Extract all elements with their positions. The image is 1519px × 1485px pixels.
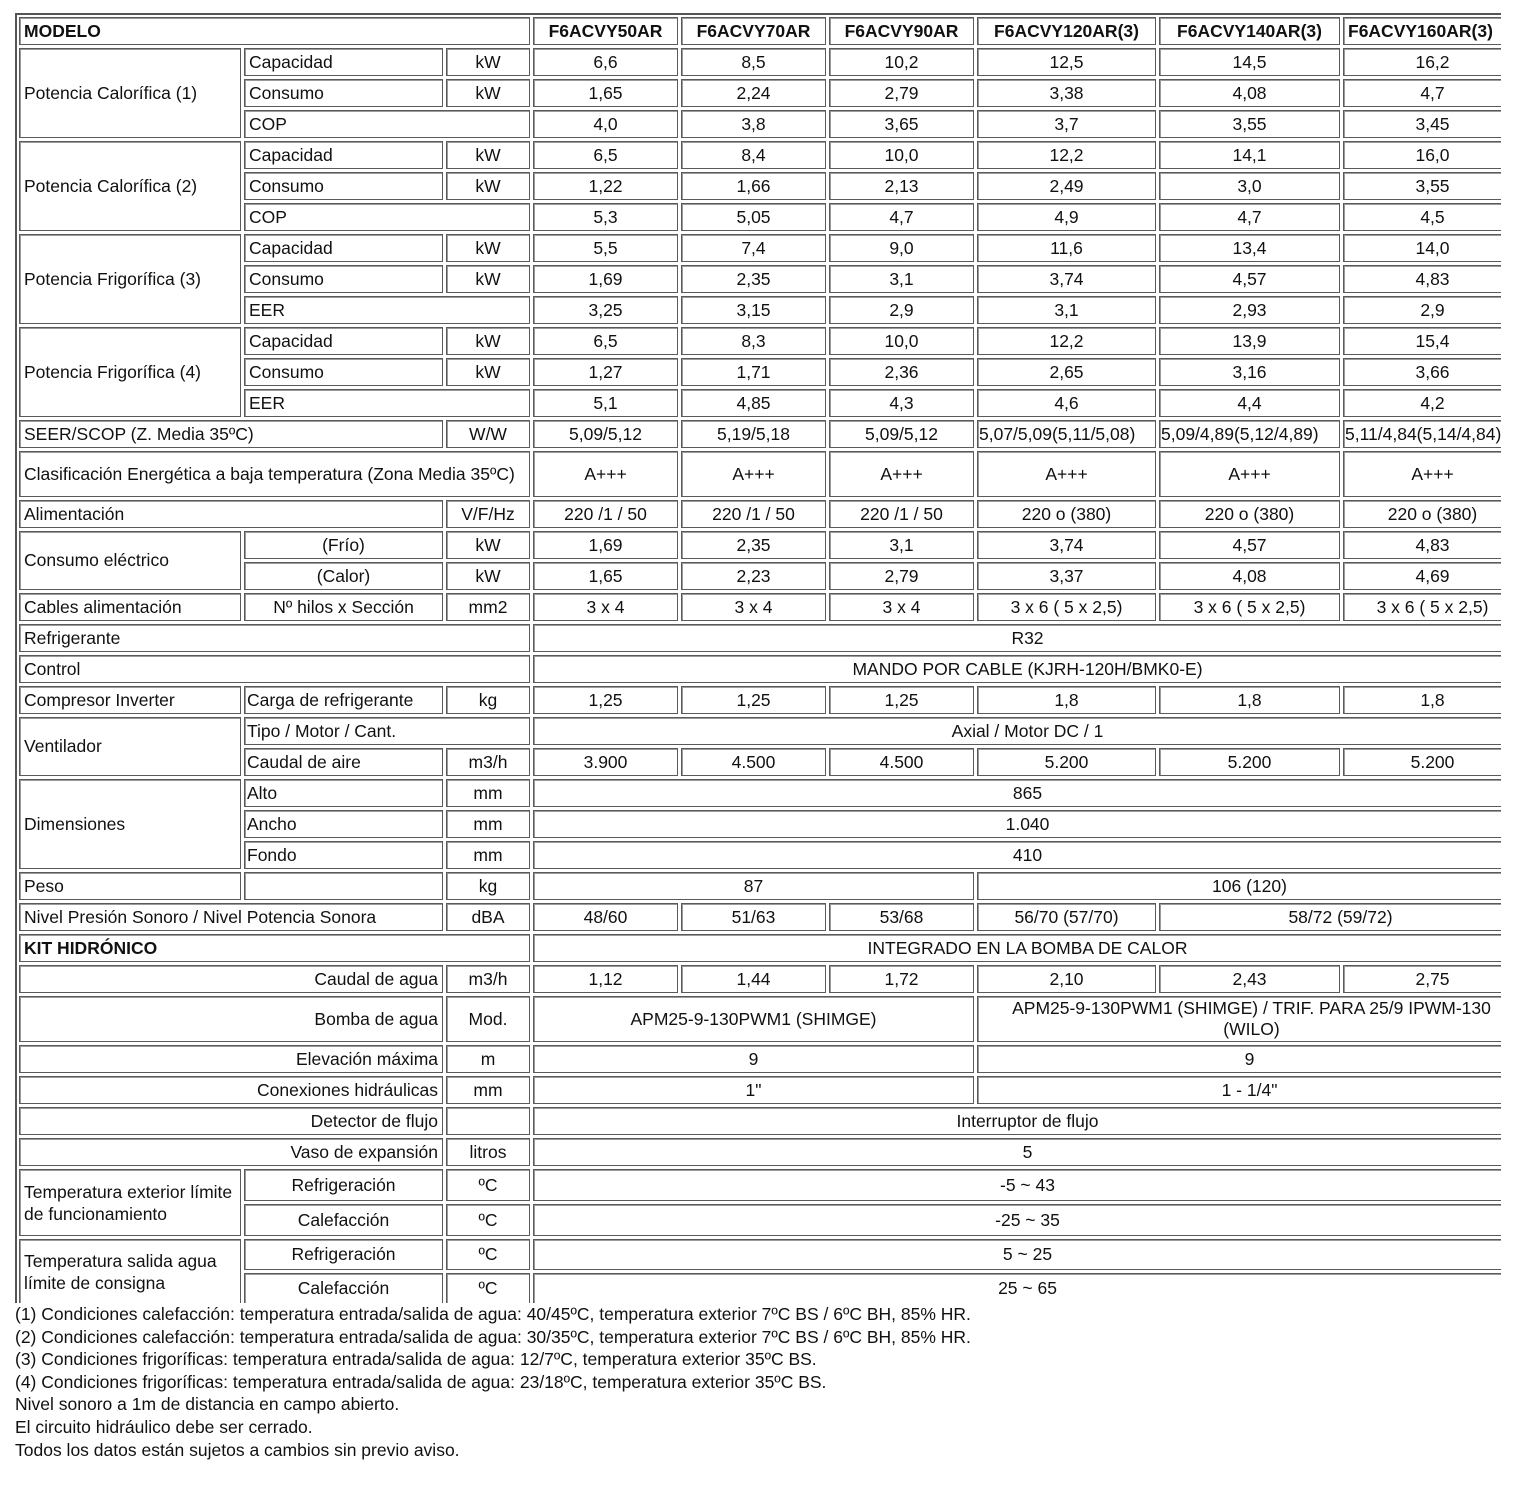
model-name: F6ACVY120AR(3) xyxy=(977,17,1156,45)
value-cell: 14,5 xyxy=(1159,48,1340,76)
value-cell: 3.900 xyxy=(533,748,678,776)
value-cell: 1,69 xyxy=(533,265,678,293)
value-cell: 3 x 4 xyxy=(533,593,678,621)
row-label: Alimentación xyxy=(19,500,443,528)
row-label: EER xyxy=(244,296,530,324)
value-cell: 2,49 xyxy=(977,172,1156,200)
row-sublabel: Calefacción xyxy=(244,1273,443,1303)
merged-value-cell: Interruptor de flujo xyxy=(533,1107,1501,1135)
unit-cell: ºC xyxy=(446,1273,530,1303)
value-cell: 5,1 xyxy=(533,389,678,417)
table-row xyxy=(19,48,1501,76)
unit-cell: W/W xyxy=(446,420,530,448)
value-cell: 1,8 xyxy=(1159,686,1340,714)
table-row xyxy=(19,1239,1501,1270)
value-cell: 5,09/5,12 xyxy=(829,420,974,448)
value-cell: 2,13 xyxy=(829,172,974,200)
unit-cell: mm xyxy=(446,779,530,807)
footnote: Nivel sonoro a 1m de distancia en campo abierto. xyxy=(15,1394,400,1415)
value-cell: 5,07/5,09(5,11/5,08) xyxy=(977,420,1156,448)
model-name: F6ACVY140AR(3) xyxy=(1159,17,1340,45)
row-label: Compresor Inverter xyxy=(19,686,241,714)
table-row xyxy=(19,420,1501,448)
value-cell: A+++ xyxy=(1159,451,1340,497)
merged-value-cell: Axial / Motor DC / 1 xyxy=(533,717,1501,745)
value-cell: 9,0 xyxy=(829,234,974,262)
value-cell: 12,2 xyxy=(977,141,1156,169)
row-label: COP xyxy=(244,203,530,231)
table-row xyxy=(19,1169,1501,1201)
table-row xyxy=(19,203,1501,231)
merged-value-cell: MANDO POR CABLE (KJRH-120H/BMK0-E) xyxy=(533,655,1501,683)
unit-cell: kW xyxy=(446,48,530,76)
row-sublabel: Calefacción xyxy=(244,1204,443,1236)
value-cell: 11,6 xyxy=(977,234,1156,262)
row-label: Refrigerante xyxy=(19,624,530,652)
row-sublabel: Refrigeración xyxy=(244,1239,443,1270)
value-cell: 1,27 xyxy=(533,358,678,386)
table-row xyxy=(19,717,1501,745)
value-cell: 4,08 xyxy=(1159,79,1340,107)
table-row xyxy=(19,748,1501,776)
table-row xyxy=(19,779,1501,807)
value-cell: 3,38 xyxy=(977,79,1156,107)
value-cell: 1,25 xyxy=(681,686,826,714)
table-row xyxy=(19,624,1501,652)
table-row xyxy=(19,531,1501,559)
value-cell: 2,9 xyxy=(1343,296,1501,324)
group-label: Temperatura salida agua límite de consigna xyxy=(19,1239,241,1303)
value-cell: 5.200 xyxy=(977,748,1156,776)
unit-cell: ºC xyxy=(446,1169,530,1201)
value-cell: 1,8 xyxy=(977,686,1156,714)
model-name: F6ACVY70AR xyxy=(681,17,826,45)
value-cell: 220 /1 / 50 xyxy=(681,500,826,528)
table-row xyxy=(19,810,1501,838)
row-sublabel: Caudal de aire xyxy=(244,748,443,776)
table-row xyxy=(19,841,1501,869)
value-cell: 4.500 xyxy=(829,748,974,776)
merged-value-cell: 1" xyxy=(533,1076,974,1104)
value-cell: 8,4 xyxy=(681,141,826,169)
table-row xyxy=(19,79,1501,107)
row-label: Vaso de expansión xyxy=(19,1138,443,1166)
value-cell: 4,5 xyxy=(1343,203,1501,231)
value-cell: 2,75 xyxy=(1343,965,1501,993)
merged-value-cell: 87 xyxy=(533,872,974,900)
table-row xyxy=(19,1107,1501,1135)
merged-value-cell: 25 ~ 65 xyxy=(533,1273,1501,1303)
value-cell: 2,10 xyxy=(977,965,1156,993)
value-cell: 8,3 xyxy=(681,327,826,355)
table-row xyxy=(19,965,1501,993)
model-name: F6ACVY50AR xyxy=(533,17,678,45)
value-cell: 14,0 xyxy=(1343,234,1501,262)
value-cell: 2,9 xyxy=(829,296,974,324)
unit-cell: kW xyxy=(446,172,530,200)
row-label: EER xyxy=(244,389,530,417)
footnote: (2) Condiciones calefacción: temperatura entrada/salida de agua: 30/35ºC, temperatura exterior 7ºC BS / 6ºC BH, 85% HR. xyxy=(15,1326,971,1347)
table-row xyxy=(19,1138,1501,1166)
value-cell: 4,7 xyxy=(1343,79,1501,107)
value-cell: 2,24 xyxy=(681,79,826,107)
value-cell: 53/68 xyxy=(829,903,974,931)
value-cell: 10,0 xyxy=(829,327,974,355)
value-cell: 56/70 (57/70) xyxy=(977,903,1156,931)
value-cell: 1,22 xyxy=(533,172,678,200)
value-cell: 2,35 xyxy=(681,531,826,559)
row-sublabel: Ancho xyxy=(244,810,443,838)
table-row xyxy=(19,265,1501,293)
value-cell: 7,4 xyxy=(681,234,826,262)
value-cell: A+++ xyxy=(533,451,678,497)
unit-cell: kg xyxy=(446,686,530,714)
empty-cell xyxy=(446,1107,530,1135)
row-label: Capacidad xyxy=(244,48,443,76)
table-row xyxy=(19,172,1501,200)
group-label: Ventilador xyxy=(19,717,241,776)
table-row xyxy=(19,110,1501,138)
value-cell: 220 /1 / 50 xyxy=(829,500,974,528)
table-row xyxy=(19,562,1501,590)
unit-cell: kW xyxy=(446,358,530,386)
section-header: KIT HIDRÓNICO xyxy=(19,934,530,962)
value-cell: 3,45 xyxy=(1343,110,1501,138)
table-row xyxy=(19,655,1501,683)
merged-value-cell: 106 (120) xyxy=(977,872,1501,900)
value-cell: 14,1 xyxy=(1159,141,1340,169)
value-cell: 16,2 xyxy=(1343,48,1501,76)
value-cell: 3,1 xyxy=(829,265,974,293)
value-cell: 4,7 xyxy=(829,203,974,231)
value-cell: 4,7 xyxy=(1159,203,1340,231)
value-cell: 3,55 xyxy=(1159,110,1340,138)
table-row xyxy=(19,327,1501,355)
value-cell: 2,43 xyxy=(1159,965,1340,993)
merged-value-cell: INTEGRADO EN LA BOMBA DE CALOR xyxy=(533,934,1501,962)
table-row xyxy=(19,389,1501,417)
value-cell: A+++ xyxy=(681,451,826,497)
unit-cell: kW xyxy=(446,327,530,355)
value-cell: 1,12 xyxy=(533,965,678,993)
value-cell: 1,72 xyxy=(829,965,974,993)
value-cell: 4,6 xyxy=(977,389,1156,417)
value-cell: 1,25 xyxy=(533,686,678,714)
row-label: Consumo xyxy=(244,79,443,107)
model-name: F6ACVY160AR(3) xyxy=(1343,17,1501,45)
value-cell: 4,83 xyxy=(1343,531,1501,559)
footnote: (4) Condiciones frigoríficas: temperatura entrada/salida de agua: 23/18ºC, temperatura exterior 35ºC BS. xyxy=(15,1371,827,1392)
value-cell: 10,0 xyxy=(829,141,974,169)
row-label: COP xyxy=(244,110,530,138)
unit-cell: mm xyxy=(446,841,530,869)
table-row xyxy=(19,686,1501,714)
table-row xyxy=(19,593,1501,621)
merged-value-cell: 410 xyxy=(533,841,1501,869)
value-cell: 5,11/4,84(5,14/4,84) xyxy=(1343,420,1501,448)
unit-cell: ºC xyxy=(446,1204,530,1236)
group-label: Potencia Frigorífica (3) xyxy=(19,234,241,324)
unit-cell: ºC xyxy=(446,1239,530,1270)
value-cell: 51/63 xyxy=(681,903,826,931)
table-row xyxy=(19,358,1501,386)
unit-cell: m3/h xyxy=(446,965,530,993)
value-cell: 220 o (380) xyxy=(1343,500,1501,528)
row-label: SEER/SCOP (Z. Media 35ºC) xyxy=(19,420,443,448)
value-cell: 13,4 xyxy=(1159,234,1340,262)
value-cell: 220 o (380) xyxy=(977,500,1156,528)
value-cell: 3 x 4 xyxy=(681,593,826,621)
value-cell: 2,79 xyxy=(829,79,974,107)
value-cell: 3,16 xyxy=(1159,358,1340,386)
value-cell: 1,71 xyxy=(681,358,826,386)
unit-cell: kW xyxy=(446,265,530,293)
value-cell: 3,0 xyxy=(1159,172,1340,200)
row-label: Bomba de agua xyxy=(19,996,443,1042)
value-cell: 4,08 xyxy=(1159,562,1340,590)
row-sublabel: Fondo xyxy=(244,841,443,869)
table-row xyxy=(19,1204,1501,1236)
value-cell: 4,57 xyxy=(1159,265,1340,293)
footnotes xyxy=(15,1303,1495,1461)
value-cell: 2,79 xyxy=(829,562,974,590)
unit-cell: mm xyxy=(446,1076,530,1104)
value-cell: A+++ xyxy=(829,451,974,497)
value-cell: 1,8 xyxy=(1343,686,1501,714)
value-cell: 4,9 xyxy=(977,203,1156,231)
table-row xyxy=(19,296,1501,324)
value-cell: 5,19/5,18 xyxy=(681,420,826,448)
merged-value-cell: 9 xyxy=(977,1045,1501,1073)
table-header-row xyxy=(19,17,1501,45)
row-label: Consumo xyxy=(244,265,443,293)
value-cell: 2,35 xyxy=(681,265,826,293)
row-label: Detector de flujo xyxy=(19,1107,443,1135)
modelo-header: MODELO xyxy=(19,17,530,45)
table-row xyxy=(19,1273,1501,1303)
table-row xyxy=(19,872,1501,900)
footnote: Todos los datos están sujetos a cambios sin previo aviso. xyxy=(15,1439,460,1460)
unit-cell: m3/h xyxy=(446,748,530,776)
value-cell: 12,5 xyxy=(977,48,1156,76)
merged-value-cell: -5 ~ 43 xyxy=(533,1169,1501,1201)
unit-cell: kW xyxy=(446,141,530,169)
value-cell: 13,9 xyxy=(1159,327,1340,355)
merged-value-cell: APM25-9-130PWM1 (SHIMGE) / TRIF. PARA 25/9 IPWM-130 (WILO) xyxy=(977,996,1501,1042)
value-cell: 5.200 xyxy=(1159,748,1340,776)
row-sublabel: Alto xyxy=(244,779,443,807)
unit-cell: kW xyxy=(446,79,530,107)
row-sublabel: Nº hilos x Sección xyxy=(244,593,443,621)
value-cell: 220 /1 / 50 xyxy=(533,500,678,528)
value-cell: 3,74 xyxy=(977,531,1156,559)
unit-cell: kW xyxy=(446,562,530,590)
merged-value-cell: 58/72 (59/72) xyxy=(1159,903,1501,931)
value-cell: 3 x 6 ( 5 x 2,5) xyxy=(1159,593,1340,621)
table-row xyxy=(19,903,1501,931)
row-label: Consumo xyxy=(244,358,443,386)
value-cell: 3 x 4 xyxy=(829,593,974,621)
group-label: Potencia Calorífica (1) xyxy=(19,48,241,138)
spec-table xyxy=(16,14,1501,1303)
value-cell: 3 x 6 ( 5 x 2,5) xyxy=(977,593,1156,621)
value-cell: 5,3 xyxy=(533,203,678,231)
table-row xyxy=(19,451,1501,497)
value-cell: 3 x 6 ( 5 x 2,5) xyxy=(1343,593,1501,621)
row-label: Nivel Presión Sonoro / Nivel Potencia Sonora xyxy=(19,903,443,931)
value-cell: 4,57 xyxy=(1159,531,1340,559)
value-cell: 3,7 xyxy=(977,110,1156,138)
value-cell: 8,5 xyxy=(681,48,826,76)
group-label: Potencia Frigorífica (4) xyxy=(19,327,241,417)
value-cell: A+++ xyxy=(977,451,1156,497)
empty-cell xyxy=(244,872,443,900)
value-cell: 3,74 xyxy=(977,265,1156,293)
table-row xyxy=(19,934,1501,962)
row-label: Capacidad xyxy=(244,327,443,355)
value-cell: 5,05 xyxy=(681,203,826,231)
merged-value-cell: R32 xyxy=(533,624,1501,652)
value-cell: 4,85 xyxy=(681,389,826,417)
merged-value-cell: 865 xyxy=(533,779,1501,807)
group-label: Potencia Calorífica (2) xyxy=(19,141,241,231)
value-cell: 5.200 xyxy=(1343,748,1501,776)
value-cell: 1,65 xyxy=(533,79,678,107)
merged-value-cell: 5 ~ 25 xyxy=(533,1239,1501,1270)
group-label: Temperatura exterior límite de funcionamiento xyxy=(19,1169,241,1236)
value-cell: 4,2 xyxy=(1343,389,1501,417)
value-cell: 1,44 xyxy=(681,965,826,993)
table-row xyxy=(19,141,1501,169)
unit-cell: kW xyxy=(446,531,530,559)
unit-cell: mm2 xyxy=(446,593,530,621)
value-cell: 3,8 xyxy=(681,110,826,138)
value-cell: 1,69 xyxy=(533,531,678,559)
unit-cell: V/F/Hz xyxy=(446,500,530,528)
value-cell: 4,4 xyxy=(1159,389,1340,417)
row-label: Clasificación Energética a baja temperatura (Zona Media 35ºC) xyxy=(19,451,530,497)
value-cell: 4,0 xyxy=(533,110,678,138)
value-cell: 1,25 xyxy=(829,686,974,714)
value-cell: 5,5 xyxy=(533,234,678,262)
row-label: Peso xyxy=(19,872,241,900)
value-cell: 6,5 xyxy=(533,327,678,355)
merged-value-cell: 5 xyxy=(533,1138,1501,1166)
value-cell: 2,36 xyxy=(829,358,974,386)
value-cell: 1,66 xyxy=(681,172,826,200)
value-cell: 1,65 xyxy=(533,562,678,590)
value-cell: 16,0 xyxy=(1343,141,1501,169)
model-name: F6ACVY90AR xyxy=(829,17,974,45)
merged-value-cell: 9 xyxy=(533,1045,974,1073)
row-label: Control xyxy=(19,655,530,683)
table-row xyxy=(19,1045,1501,1073)
footnote: (1) Condiciones calefacción: temperatura entrada/salida de agua: 40/45ºC, temperatura exterior 7ºC BS / 6ºC BH, 85% HR. xyxy=(15,1304,971,1324)
unit-cell: litros xyxy=(446,1138,530,1166)
value-cell: 3,1 xyxy=(977,296,1156,324)
merged-value-cell: 1 - 1/4" xyxy=(977,1076,1501,1104)
value-cell: 3,55 xyxy=(1343,172,1501,200)
value-cell: 2,93 xyxy=(1159,296,1340,324)
row-label: Cables alimentación xyxy=(19,593,241,621)
unit-cell: kW xyxy=(446,234,530,262)
group-label: Dimensiones xyxy=(19,779,241,869)
unit-cell: Mod. xyxy=(446,996,530,1042)
value-cell: 4,69 xyxy=(1343,562,1501,590)
table-row xyxy=(19,234,1501,262)
unit-cell: kg xyxy=(446,872,530,900)
value-cell: 4,3 xyxy=(829,389,974,417)
value-cell: 5,09/4,89(5,12/4,89) xyxy=(1159,420,1340,448)
row-label: (Calor) xyxy=(244,562,443,590)
row-label: Conexiones hidráulicas xyxy=(19,1076,443,1104)
value-cell: 6,6 xyxy=(533,48,678,76)
row-label: Consumo xyxy=(244,172,443,200)
value-cell: 4,83 xyxy=(1343,265,1501,293)
row-sublabel: Refrigeración xyxy=(244,1169,443,1201)
value-cell: 12,2 xyxy=(977,327,1156,355)
value-cell: 15,4 xyxy=(1343,327,1501,355)
value-cell: 2,65 xyxy=(977,358,1156,386)
value-cell: 5,09/5,12 xyxy=(533,420,678,448)
row-label: Elevación máxima xyxy=(19,1045,443,1073)
row-sublabel: Carga de refrigerante xyxy=(244,686,443,714)
value-cell: 4.500 xyxy=(681,748,826,776)
value-cell: 3,15 xyxy=(681,296,826,324)
row-label: (Frío) xyxy=(244,531,443,559)
unit-cell: mm xyxy=(446,810,530,838)
value-cell: A+++ xyxy=(1343,451,1501,497)
value-cell: 3,1 xyxy=(829,531,974,559)
footnote: (3) Condiciones frigoríficas: temperatura entrada/salida de agua: 12/7ºC, temperatura exterior 35ºC BS. xyxy=(15,1349,817,1370)
table-row xyxy=(19,500,1501,528)
row-label: Capacidad xyxy=(244,141,443,169)
value-cell: 3,37 xyxy=(977,562,1156,590)
value-cell: 2,23 xyxy=(681,562,826,590)
table-row xyxy=(19,996,1501,1042)
value-cell: 3,66 xyxy=(1343,358,1501,386)
merged-value-cell: 1.040 xyxy=(533,810,1501,838)
row-label: Caudal de agua xyxy=(19,965,443,993)
spec-table-container xyxy=(15,13,1501,1303)
group-label: Consumo eléctrico xyxy=(19,531,241,590)
footnote: El circuito hidráulico debe ser cerrado. xyxy=(15,1416,313,1437)
row-sublabel: Tipo / Motor / Cant. xyxy=(244,717,530,745)
unit-cell: m xyxy=(446,1045,530,1073)
row-label: Capacidad xyxy=(244,234,443,262)
merged-value-cell: -25 ~ 35 xyxy=(533,1204,1501,1236)
unit-cell: dBA xyxy=(446,903,530,931)
value-cell: 6,5 xyxy=(533,141,678,169)
value-cell: 220 o (380) xyxy=(1159,500,1340,528)
merged-value-cell: APM25-9-130PWM1 (SHIMGE) xyxy=(533,996,974,1042)
table-row xyxy=(19,1076,1501,1104)
value-cell: 3,25 xyxy=(533,296,678,324)
value-cell: 48/60 xyxy=(533,903,678,931)
value-cell: 3,65 xyxy=(829,110,974,138)
value-cell: 10,2 xyxy=(829,48,974,76)
